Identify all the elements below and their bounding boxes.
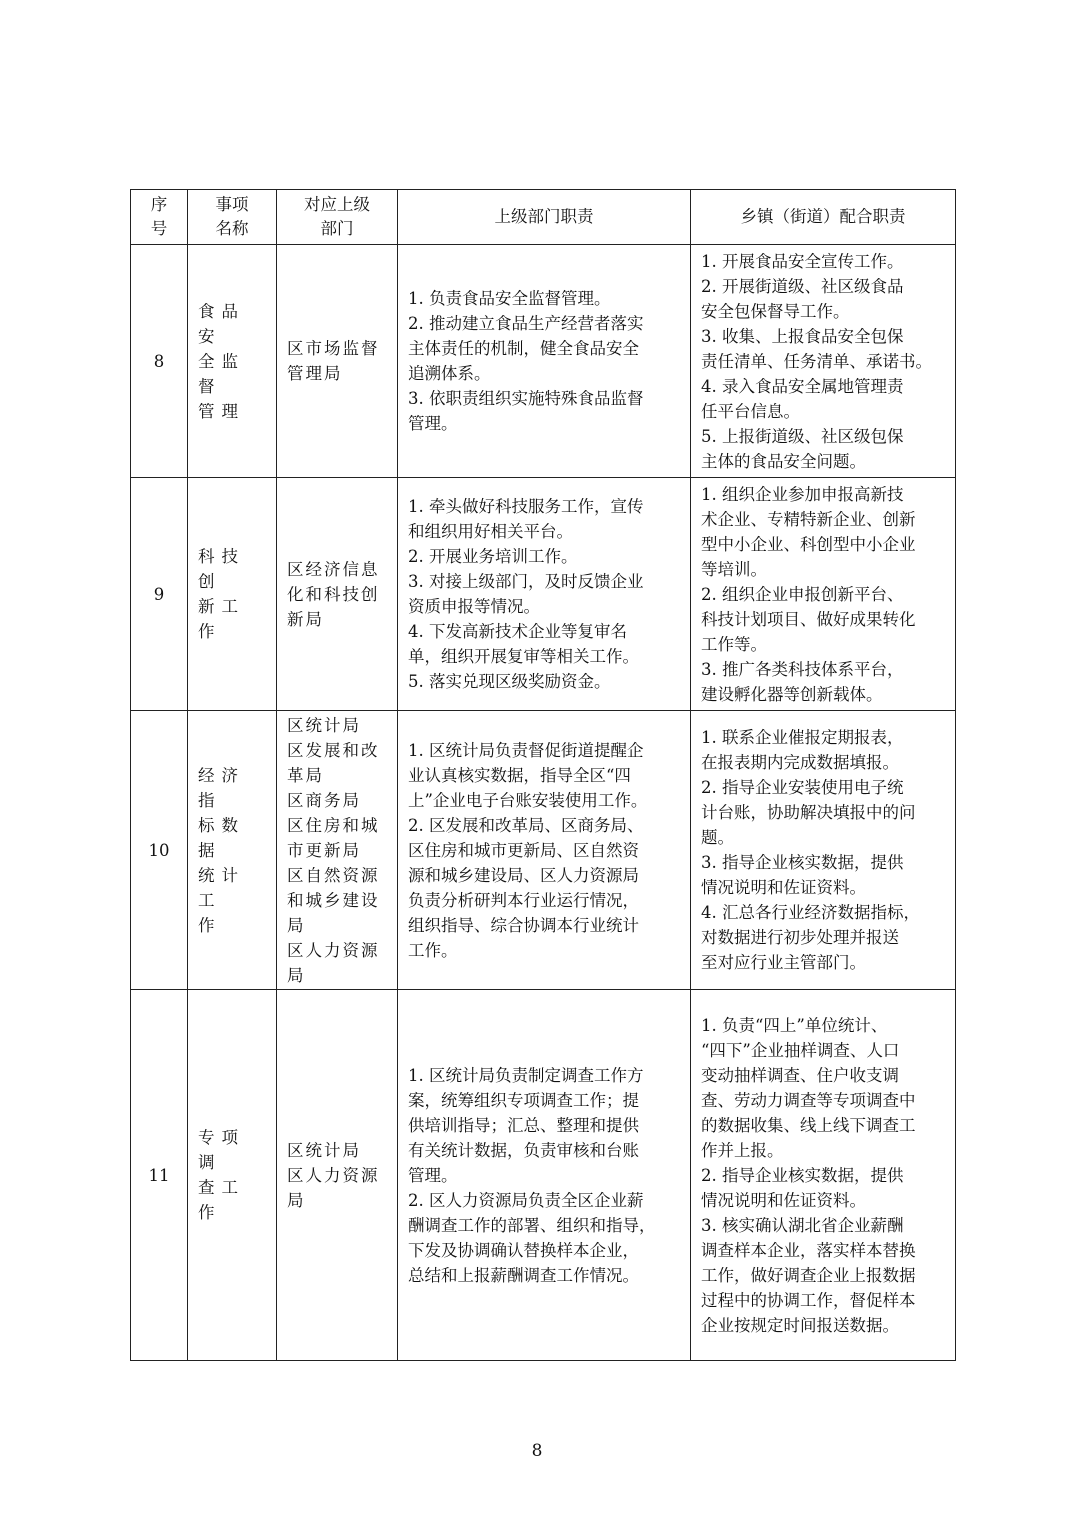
header-dept: 对应上级 部门 [277,190,398,245]
duty-table [130,189,956,1361]
row-item-name [188,990,277,1361]
row-upper-dept [277,990,398,1361]
table-row [131,711,956,990]
cell-line: 组织指导、综合协调本行业统计 [408,915,639,935]
cell-line: 主体责任的机制，健全食品安全 [408,339,639,358]
cell-line: 题。 [701,828,734,847]
cell-line: 区统计局 [287,715,361,735]
cell-line: 区住房和城市更新局、区自然资 [408,840,639,860]
cell-line: 业认真核实数据，指导全区“四 [408,765,631,785]
cell-line: 酬调查工作的部署、组织和指导， [408,1215,656,1235]
cell-line: 调查样本企业，落实样本替换 [701,1240,916,1260]
row-number: 10 [131,711,188,990]
cell-line: 和组织用好相关平台。 [408,522,573,541]
row-number: 11 [131,990,188,1361]
cell-line: 2. 开展街道级、社区级食品 [701,276,904,296]
cell-line: 变动抽样调查、住户收支调 [701,1065,899,1085]
header-no: 序 号 [131,190,188,245]
row-upper-dept [277,711,398,990]
cell-line: 专项调 [198,1128,245,1172]
cell-line: 1. 组织企业参加申报高新技 [701,484,904,504]
cell-line: 区自然资源 [287,865,380,885]
cell-line: 在报表期内完成数据填报。 [701,753,899,772]
cell-line: 情况说明和佐证资料。 [701,878,866,897]
cell-line: 总结和上报薪酬调查工作情况。 [408,1265,639,1285]
cell-line: 市更新局 [287,840,361,860]
cell-line: 追溯体系。 [408,364,491,383]
cell-line: 工作。 [408,940,458,960]
row-item-name [188,478,277,711]
cell-line: 区商务局 [287,790,361,810]
cell-line: 工作，做好调查企业上报数据 [701,1265,916,1285]
cell-line: 管理局 [287,364,343,383]
row-town-duties [691,478,956,711]
cell-line: 计台账，协助解决填报中的问 [701,803,916,822]
cell-line: 食品安 [198,301,245,346]
cell-line: 型中小企业、科创型中小企业 [701,534,916,554]
cell-line: 2. 区人力资源局负责全区企业薪 [408,1190,644,1210]
cell-line: 安全包保督导工作。 [701,301,850,321]
cell-line: 1. 开展食品安全宣传工作。 [701,251,904,271]
row-item-name [188,245,277,478]
cell-line: 查工作 [198,1178,245,1222]
header-row [131,190,956,245]
cell-line: 科技计划项目、做好成果转化 [701,609,916,629]
row-number: 9 [131,478,188,711]
row-upper-duties [398,711,691,990]
cell-line: 革局 [287,765,324,785]
table-row [131,478,956,711]
cell-line: 主体的食品安全问题。 [701,451,866,471]
cell-line: 下发及协调确认替换样本企业， [408,1240,639,1260]
row-number: 8 [131,245,188,478]
row-upper-dept [277,245,398,478]
cell-line: 单，组织开展复审等相关工作。 [408,647,639,666]
cell-line: 管理。 [408,1165,458,1185]
cell-line: 负责分析研判本行业运行情况， [408,890,639,910]
cell-line: 有关统计数据，负责审核和台账 [408,1140,639,1160]
table-row [131,990,956,1361]
cell-line: 作 [198,915,222,935]
cell-line: 4. 汇总各行业经济数据指标， [701,903,920,922]
row-town-duties [691,990,956,1361]
cell-line: 至对应行业主管部门。 [701,953,866,972]
cell-line: 2. 指导企业核实数据，提供 [701,1165,904,1185]
cell-line: 2. 指导企业安装使用电子统 [701,778,904,797]
cell-line: 1. 联系企业催报定期报表， [701,728,904,747]
cell-line: 1. 区统计局负责制定调查工作方 [408,1065,644,1085]
cell-line: 新局 [287,609,324,629]
cell-line: 1. 牵头做好科技服务工作，宣传 [408,497,644,516]
cell-line: 统计工 [198,865,245,910]
table-row [131,245,956,478]
cell-line: 局 [287,1190,306,1210]
cell-line: 管理。 [408,414,458,433]
cell-line: 对数据进行初步处理并报送 [701,928,899,947]
cell-line: 等培训。 [701,559,767,579]
cell-line: 2. 区发展和改革局、区商务局、 [408,815,644,835]
cell-line: 建设孵化器等创新载体。 [701,684,883,704]
cell-line: 经济指 [198,765,245,810]
cell-line: 和城乡建设 [287,890,380,910]
cell-line: 区统计局 [287,1140,361,1160]
cell-line: 责任清单、任务清单、承诺书。 [701,351,932,371]
cell-line: 区住房和城 [287,815,380,835]
cell-line: 3. 推广各类科技体系平台， [701,659,904,679]
cell-line: 区人力资源 [287,1165,380,1185]
cell-line: 5. 上报街道级、社区级包保 [701,426,904,446]
cell-line: 1. 区统计局负责督促街道提醒企 [408,740,644,760]
cell-line: 区人力资源 [287,940,380,960]
row-town-duties [691,245,956,478]
cell-line: 的数据收集、线上线下调查工 [701,1115,916,1135]
cell-line: 科技创 [198,547,245,591]
cell-line: 5. 落实兑现区级奖励资金。 [408,672,611,691]
cell-line: 新工作 [198,597,245,641]
cell-line: 企业按规定时间报送数据。 [701,1315,899,1335]
cell-line: 4. 录入食品安全属地管理责 [701,376,904,396]
row-upper-duties [398,478,691,711]
cell-line: 源和城乡建设局、区人力资源局 [408,865,639,885]
cell-line: 局 [287,915,306,935]
row-town-duties [691,711,956,990]
cell-line: 3. 指导企业核实数据，提供 [701,853,904,872]
cell-line: “四下”企业抽样调查、人口 [701,1040,900,1060]
row-upper-duties [398,245,691,478]
cell-line: 任平台信息。 [701,401,800,421]
cell-line: 3. 对接上级部门，及时反馈企业 [408,572,644,591]
cell-line: 作并上报。 [701,1140,784,1160]
cell-line: 2. 推动建立食品生产经营者落实 [408,314,644,333]
cell-line: 标数据 [198,815,245,860]
cell-line: 1. 负责“四上”单位统计、 [701,1015,888,1035]
cell-line: 区发展和改 [287,740,380,760]
cell-line: 局 [287,965,306,985]
cell-line: 管理 [198,401,245,421]
cell-line: 案，统筹组织专项调查工作；提 [408,1090,639,1110]
cell-line: 过程中的协调工作，督促样本 [701,1290,916,1310]
cell-line: 查、劳动力调查等专项调查中 [701,1090,916,1110]
cell-line: 术企业、专精特新企业、创新 [701,509,916,529]
cell-line: 供培训指导；汇总、整理和提供 [408,1115,639,1135]
row-upper-duties [398,990,691,1361]
cell-line: 2. 组织企业申报创新平台、 [701,584,904,604]
cell-line: 情况说明和佐证资料。 [701,1190,866,1210]
header-name: 事项 名称 [188,190,277,245]
page-number: 8 [531,1441,543,1461]
cell-line: 区市场监督 [287,339,380,358]
cell-line: 3. 依职责组织实施特殊食品监督 [408,389,644,408]
header-upper: 上级部门职责 [398,190,691,245]
cell-line: 区经济信息 [287,559,380,579]
row-item-name [188,711,277,990]
cell-line: 工作等。 [701,634,767,654]
cell-line: 全监督 [198,351,245,396]
cell-line: 4. 下发高新技术企业等复审名 [408,622,627,641]
cell-line: 2. 开展业务培训工作。 [408,547,578,566]
header-town: 乡镇（街道）配合职责 [691,190,956,245]
cell-line: 3. 核实确认湖北省企业薪酬 [701,1215,904,1235]
cell-line: 上”企业电子台账安装使用工作。 [408,790,648,810]
cell-line: 1. 负责食品安全监督管理。 [408,289,611,308]
cell-line: 化和科技创 [287,584,380,604]
row-upper-dept [277,478,398,711]
cell-line: 3. 收集、上报食品安全包保 [701,326,904,346]
cell-line: 资质申报等情况。 [408,597,540,616]
